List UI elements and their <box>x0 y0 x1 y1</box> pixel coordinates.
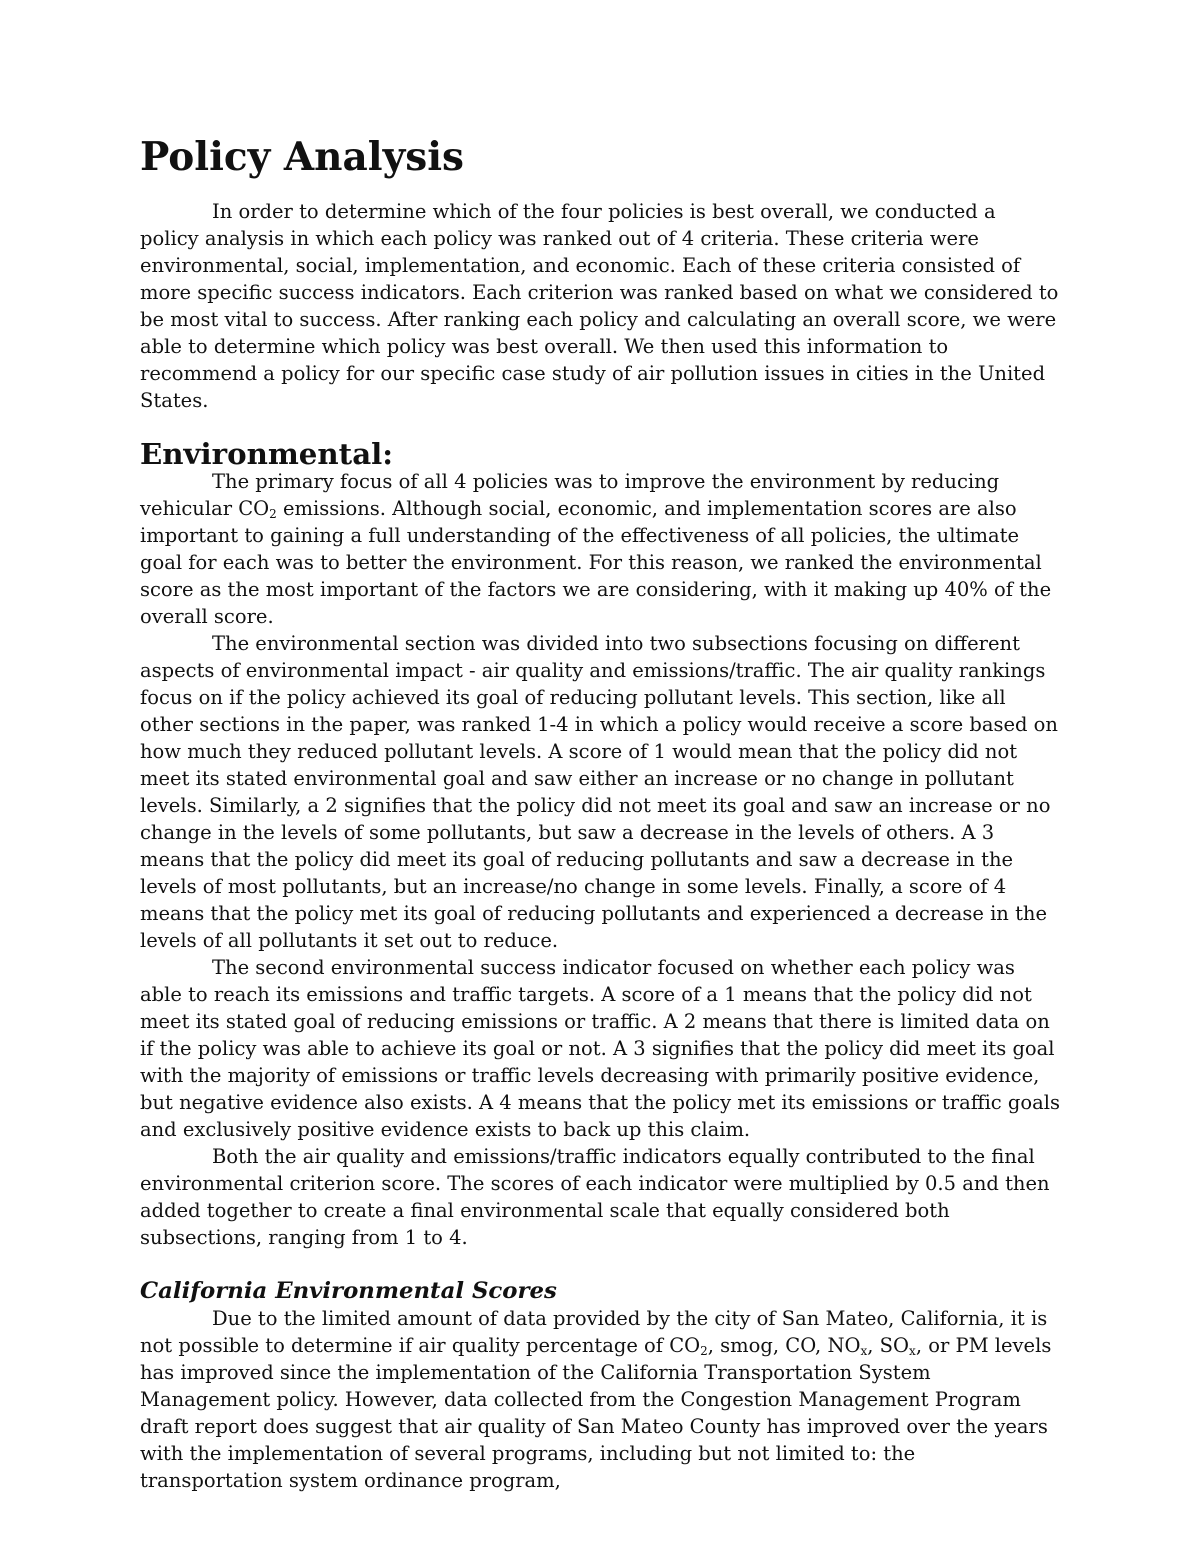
subscript: 2 <box>269 507 277 521</box>
page-title: Policy Analysis <box>140 134 464 180</box>
environmental-paragraph-4: Both the air quality and emissions/traffic indicators equally contributed to the final environmental criterion score. The scores of each indicator were multiplied by 0.5 and then added together to create a final environmental scale that equally considered both subsections, ranging from 1 to 4. <box>140 1145 1050 1249</box>
text-span: , smog, CO, NO <box>707 1334 861 1357</box>
environmental-heading: Environmental: <box>140 437 394 471</box>
subscript: 2 <box>700 1344 708 1358</box>
environmental-paragraph-1 <box>140 468 1060 630</box>
text-span: emissions. Although social, economic, and implementation scores are also important to gaining a full understanding of the effectiveness of all policies, the ultimate goal for each was to better the environment. For this reason, we ranked the environmental score as the most important of the factors we are considering, with it making up 40% of the overall score. <box>140 497 1052 628</box>
text-span: Due to the limited amount of data provided by the city of San Mateo, California, it is not possible to determine if air quality percentage of CO <box>140 1307 1048 1357</box>
subscript: x <box>860 1344 868 1358</box>
spacer <box>140 1251 1060 1278</box>
text-span: , or PM levels has improved since the implementation of the California Transportation System Management policy. However, data collected from the Congestion Management Program draft report does suggest that air quality of San Mateo County has improved over the years with the implementation of several programs, including but not limited to: the transportation system ordinance program, <box>140 1334 1052 1492</box>
intro-paragraph: In order to determine which of the four policies is best overall, we conducted a policy analysis in which each policy was ranked out of 4 criteria. These criteria were environmental, social, implementation, and economic. Each of these criteria consisted of more specific success indicators. Each criterion was ranked based on what we considered to be most vital to success. After ranking each policy and calculating an overall score, we were able to determine which policy was best overall. We then used this information to recommend a policy for our specific case study of air pollution issues in cities in the United States. <box>140 200 1059 412</box>
environmental-paragraph-3: The second environmental success indicator focused on whether each policy was able to reach its emissions and traffic targets. A score of a 1 means that the policy did not meet its stated goal of reducing emissions or traffic. A 2 means that there is limited data on if the policy was able to achieve its goal or not. A 3 signifies that the policy did meet its goal with the majority of emissions or traffic levels decreasing with primarily positive evidence, but negative evidence also exists. A 4 means that the policy met its emissions or traffic goals and exclusively positive evidence exists to back up this claim. <box>140 956 1061 1141</box>
california-paragraph <box>140 1305 1060 1494</box>
text-span: The primary focus of all 4 policies was to improve the environment by reducing vehicular CO <box>140 470 1000 520</box>
document-page <box>140 134 1061 1494</box>
text-span: , SO <box>867 1334 910 1357</box>
subscript: x <box>909 1344 916 1358</box>
california-heading: California Environmental Scores <box>140 1278 557 1304</box>
environmental-paragraph-2: The environmental section was divided into two subsections focusing on different aspects of environmental impact - air quality and emissions/traffic. The air quality rankings focus on if the policy achieved its goal of reducing pollutant levels. This section, like all other sections in the paper, was ranked 1-4 in which a policy would receive a score based on how much they reduced pollutant levels. A score of 1 would mean that the policy did not meet its stated environmental goal and saw either an increase or no change in pollutant levels. Similarly, a 2 signifies that the policy did not meet its goal and saw an increase or no change in the levels of some pollutants, but saw a decrease in the levels of others. A 3 means that the policy did meet its goal of reducing pollutants and saw a decrease in the levels of most pollutants, but an increase/no change in some levels. Finally, a score of 4 means that the policy met its goal of reducing pollutants and experienced a decrease in the levels of all pollutants it set out to reduce. <box>140 632 1058 952</box>
